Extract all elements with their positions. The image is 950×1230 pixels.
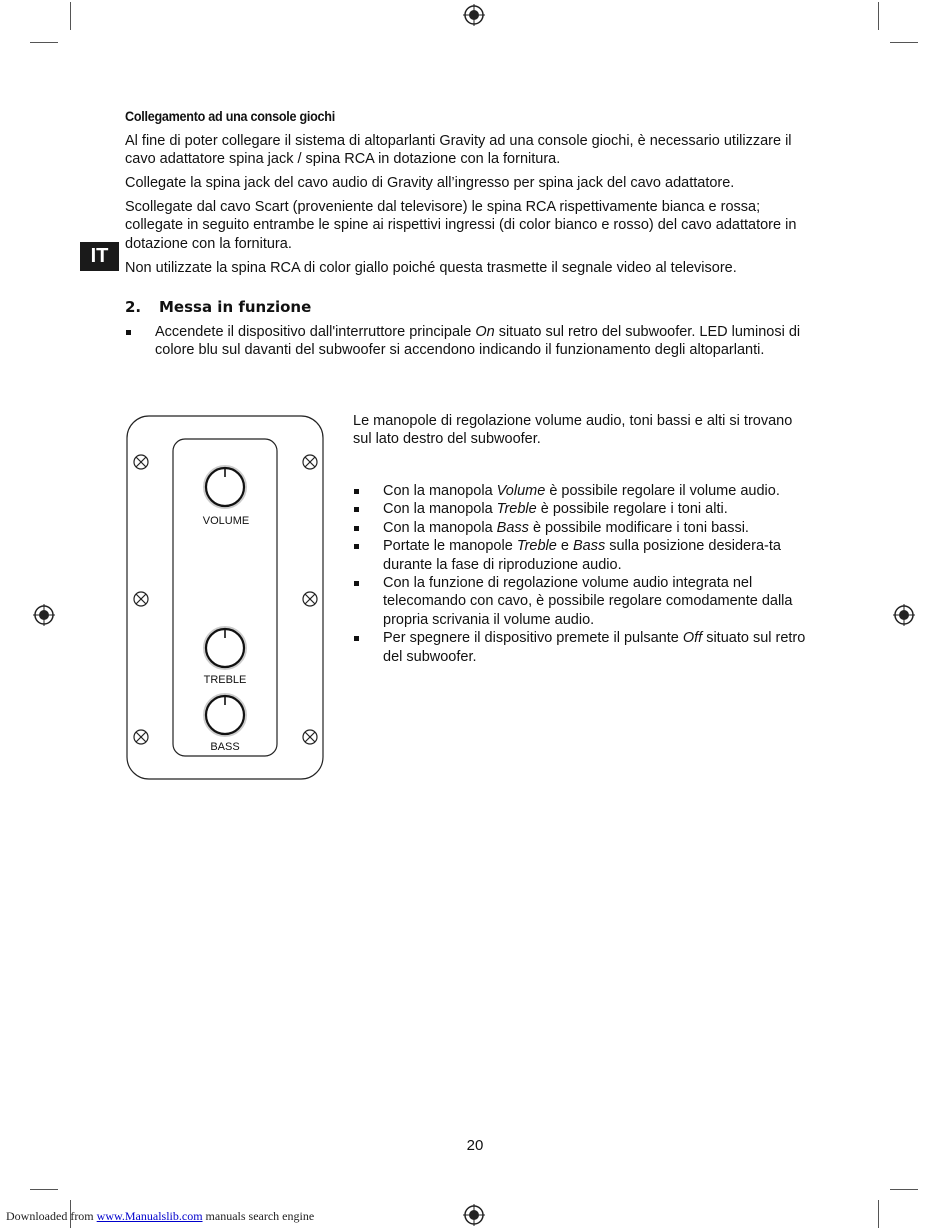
registration-mark-icon <box>463 4 485 26</box>
language-tab: IT <box>80 242 119 271</box>
knob-label-bass: BASS <box>210 741 240 753</box>
treble-knob-icon <box>204 627 246 669</box>
page-number: 20 <box>466 1137 484 1154</box>
crop-mark <box>70 2 71 30</box>
download-footer: Downloaded from www.Manualslib.com manuals search engine <box>6 1209 315 1223</box>
subsection-heading: Collegamento ad una console giochi <box>125 108 335 124</box>
section-number: 2. <box>125 298 142 316</box>
crop-mark <box>878 1200 879 1228</box>
bullet-text: Accendete il dispositivo dall'interruttore principale <box>155 324 476 340</box>
registration-mark-icon <box>463 1204 485 1226</box>
knob-label-volume: VOLUME <box>202 515 250 527</box>
registration-mark-icon <box>893 604 915 626</box>
subwoofer-control-panel-diagram <box>120 410 330 785</box>
bullet-emphasis: On <box>475 324 495 340</box>
crop-mark <box>890 1189 918 1190</box>
bullet-square-icon <box>354 581 359 586</box>
list-item: Per spegnere il dispositivo premete il pulsante Off situato sul retro del subwoofer. <box>353 629 808 666</box>
manualslib-link[interactable]: www.Manualslib.com <box>96 1209 203 1223</box>
knob-label-treble: TREBLE <box>203 674 247 686</box>
paragraph-intro: Al fine di poter collegare il sistema di altoparlanti Gravity ad una console giochi, è necessario utilizzare il cavo adattatore spina jack / spina RCA in dotazione con la fornitura. <box>125 133 792 168</box>
section-title: Messa in funzione <box>159 298 312 316</box>
volume-knob-icon <box>204 466 246 508</box>
crop-mark <box>30 1189 58 1190</box>
section-heading <box>125 298 311 316</box>
list-item <box>125 323 815 360</box>
list-item: Con la manopola Bass è possibile modificare i toni bassi. <box>353 519 808 537</box>
crop-mark <box>878 2 879 30</box>
paragraph-scart: Scollegate dal cavo Scart (proveniente dal televisore) le spina RCA rispettivamente bianca e rossa; collegate in seguito entrambe le spine ai rispettivi ingressi (di color bianco e rosso) del cavo adattatore in dotazione con la fornitura. <box>125 199 797 252</box>
registration-mark-icon <box>33 604 55 626</box>
list-item: Con la manopola Treble è possibile regolare i toni alti. <box>353 500 808 518</box>
paragraph-jack: Collegate la spina jack del cavo audio di Gravity all’ingresso per spina jack del cavo adattatore. <box>125 175 735 191</box>
bullet-square-icon <box>354 636 359 641</box>
section-bullet-list <box>125 323 815 360</box>
bullet-square-icon <box>354 526 359 531</box>
bullet-square-icon <box>354 489 359 494</box>
bullet-square-icon <box>354 544 359 549</box>
bullet-square-icon <box>126 330 131 335</box>
bass-knob-icon <box>204 694 246 736</box>
list-item: Con la manopola Volume è possibile regolare il volume audio. <box>353 482 808 500</box>
paragraph-warning: Non utilizzate la spina RCA di color giallo poiché questa trasmette il segnale video al televisore. <box>125 260 737 276</box>
knobs-intro: Le manopole di regolazione volume audio, toni bassi e alti si trovano sul lato destro del subwoofer. <box>353 413 793 448</box>
list-item: Portate le manopole Treble e Bass sulla posizione desidera-ta durante la fase di riproduzione audio. <box>353 537 808 574</box>
bullet-text: situato sul retro del subwoofer. LED luminosi di colore blu sul davanti del subwoofer si accendono indicando il funzionamento degli altoparlanti. <box>155 324 801 359</box>
bullet-square-icon <box>354 507 359 512</box>
knob-instructions-list <box>353 482 808 666</box>
crop-mark <box>890 42 918 43</box>
crop-mark <box>30 42 58 43</box>
list-item: Con la funzione di regolazione volume audio integrata nel telecomando con cavo, è possibile regolare comodamente dalla propria scrivania il volume audio. <box>353 574 808 629</box>
